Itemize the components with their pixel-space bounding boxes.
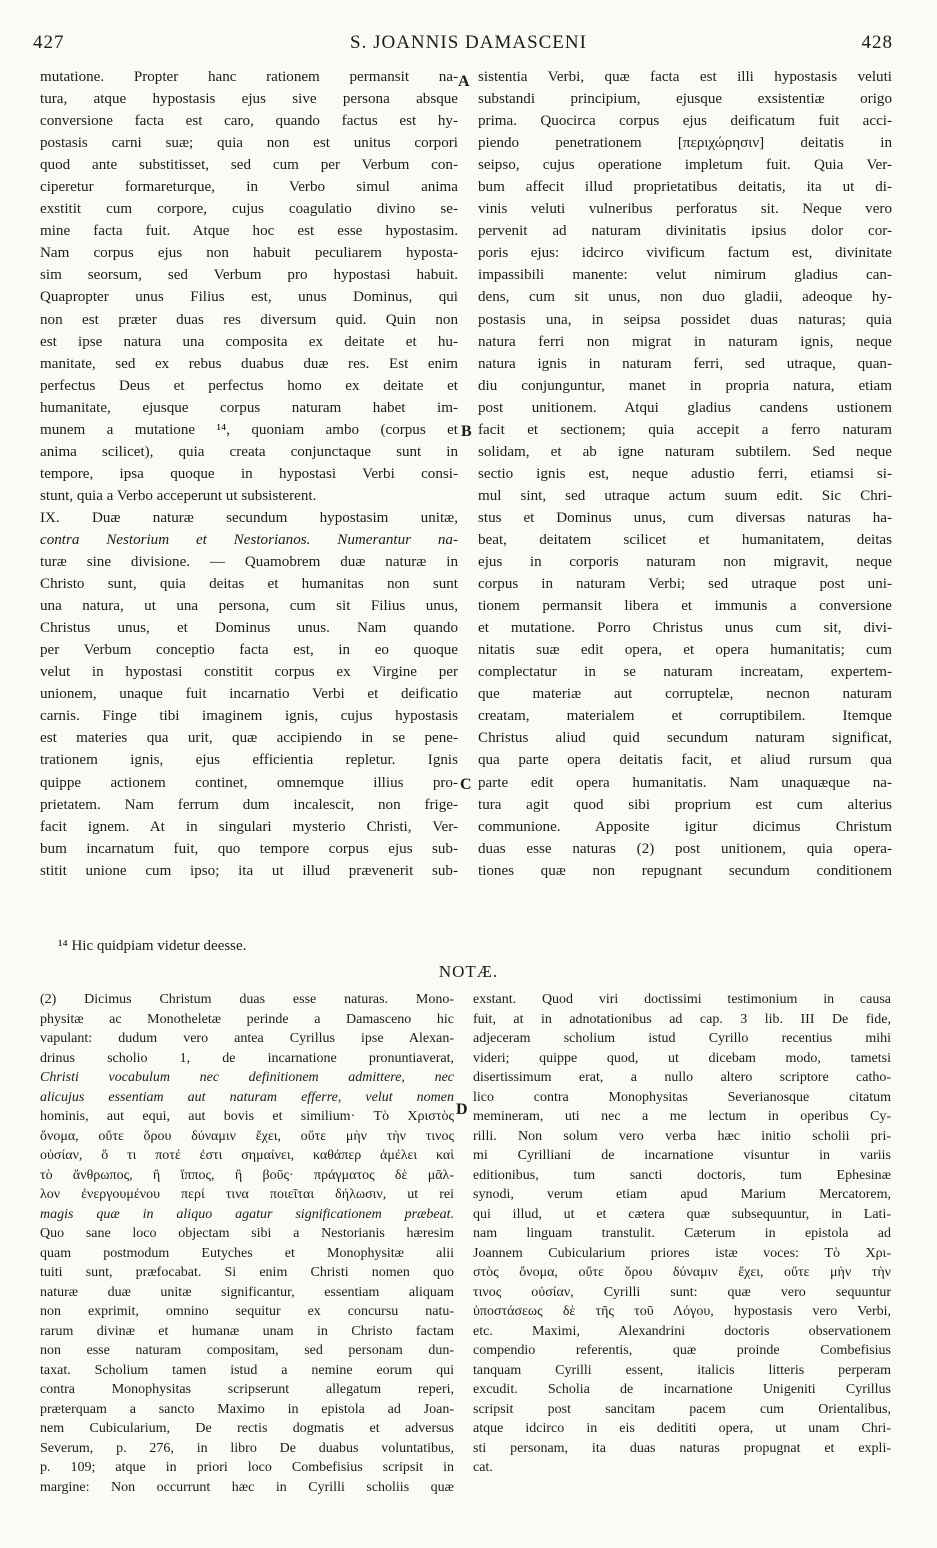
notes-heading: NOTÆ. (438, 962, 499, 981)
text-line: quod ante substitisset, sed cum per Verbum con- (40, 157, 458, 174)
text-line: prima. Quocirca corpus ejus deificatum fuit acci- (478, 113, 892, 130)
text-line: substandi principium, ejusque exsistentiæ origo (478, 91, 892, 108)
text-line: sti personam, ita duas naturas propugnat et expli- (473, 1440, 891, 1456)
text-line: physitæ ac Monotheletæ perinde a Damasceno hic (40, 1011, 454, 1027)
text-line: exstitit cum corpore, cujus coagulatio divino se- (40, 201, 458, 218)
text-line: taxat. Scholium tamen istud a nemine eorum qui (40, 1362, 454, 1378)
text-line: per Verbum conceptio facta est, in eo quoque (40, 642, 458, 659)
text-line: bum affecit illud proprietatibus deitatis, ita ut di- (478, 179, 892, 196)
text-line: editionibus, tum sancti doctoris, tum Ephesinæ (473, 1167, 891, 1183)
text-line: creatam, materialem et corruptibilem. Itemque (478, 708, 892, 725)
text-line: velut in hypostasi constitit corpus ex Virgine per (40, 664, 458, 681)
text-line: ὑποστάσεως δὲ τῆς τοῦ Λόγου, hypostasis vero Verbi, (473, 1304, 891, 1319)
text-line: corpus in naturam Verbi; sed utraque post uni- (478, 576, 892, 593)
text-line: contra Nestorium et Nestorianos. Numerantur na- (40, 531, 458, 548)
text-line: que materiæ aut corruptelæ, necnon naturam (478, 686, 892, 703)
text-line: natura ferri non migrat in naturam ignis, neque (478, 333, 892, 350)
text-line: humanitate, ejusque corpus naturam habet im- (40, 399, 458, 416)
text-line: sistentia Verbi, quæ facta est illi hypostasis veluti (478, 69, 892, 85)
text-line: στὸς ὄνομα, οὔτε ὅρου δύναμιν ἔχει, οὔτε μὴν τὴν (473, 1265, 891, 1280)
text-line: impassibili manente: velut nimirum gladius can- (478, 267, 892, 284)
text-line: manitate, sed ex rebus duabus duæ res. Est enim (40, 355, 458, 372)
text-line: tionem permansit libera et immunis a conversione (478, 598, 892, 615)
page-number-right: 428 (861, 32, 893, 53)
text-line: p. 109; atque in priori loco Combefisius scripsit in (40, 1460, 454, 1475)
text-line: communione. Apposite igitur dicimus Christum (478, 818, 892, 835)
text-line: Nam corpus ejus non habuit peculiarem hyposta- (40, 245, 458, 262)
text-line: sectio ignis est, neque adustio ferri, etiamsi si- (478, 465, 892, 482)
text-line: diu conjunguntur, manet in propria natura, etiam (478, 377, 892, 394)
text-line: carnis. Finge tibi imaginem ignis, cujus hypostasis (40, 708, 458, 725)
text-line: Christo sunt, quia deitas et humanitas non sunt (40, 576, 458, 593)
text-line: naturæ duæ unitæ significantur, essentiam aliquam (40, 1284, 454, 1300)
text-line: et mutatione. Porro Christus unus cum sit, divi- (478, 620, 892, 637)
text-line: rarum divinæ et humanæ unam in Christo factam (40, 1323, 454, 1339)
running-title: S. JOANNIS DAMASCENI (350, 32, 587, 53)
text-line: facit et sectionem; quia accepit a ferro naturam (478, 421, 892, 438)
text-line: Quapropter unus Filius est, unus Dominus, qui (40, 289, 458, 306)
margin-marker-a: A (458, 73, 470, 90)
text-line: post unitionem. Atqui gladius candens ustionem (478, 399, 892, 416)
text-line: qui illud, ut et cætera quæ subsequuntur, in Lati- (473, 1206, 891, 1222)
text-line: conversione facta est caro, quando factus est hy- (40, 113, 458, 130)
text-line: λον ἐνεργουμένου περί τινα ποιεῖται δήλωσιν, ut rei (40, 1187, 454, 1202)
text-line: facit ignem. At in singulari mysterio Christi, Ver- (40, 818, 458, 835)
text-line: piendo penetrationem [περιχώρησιν] deitatis in (478, 135, 892, 152)
text-line: Severum, p. 276, in libro De duabus voluntatibus, (40, 1440, 454, 1456)
text-line: exstant. Quod viri doctissimi testimonium in causa (473, 992, 891, 1007)
text-line: compendio referentis, quæ proinde Combefisius (473, 1343, 891, 1358)
text-line: adjeceram scholium istud Cyrillo recentius mihi (473, 1031, 891, 1046)
text-line: complectatur in se naturam increatam, expertem- (478, 664, 892, 681)
text-line: vinis veluti vulneribus perforatus sit. Neque vero (478, 201, 892, 218)
text-line: tiones quæ non repugnant secundum conditionem (478, 862, 892, 879)
text-line: poris ejus: idcirco vivificum factum est, divinitate (478, 245, 892, 262)
text-line: pervenit ad naturam divinitatis ipsius dolor cor- (478, 223, 892, 240)
text-line: parte edit opera humanitatis. Nam unaquæque na- (478, 774, 892, 791)
footnote: ¹⁴ Hic quidpiam videtur deesse. (58, 938, 247, 954)
text-line: nem Cubicularium, De rectis dogmatis et adversus (40, 1421, 454, 1436)
left-text-column (40, 66, 458, 882)
text-line: tuiti sunt, præfocabat. Si enim Christi nomen quo (40, 1265, 454, 1280)
text-line: bum incarnatum fuit, quo tempore corpus ejus sub- (40, 840, 458, 857)
text-line: præterquam a sancto Maximo in epistola ad Joan- (40, 1401, 454, 1417)
text-line: οὐσίαν, ὅ τι ποτέ ἐστι σημαίνει, καθάπερ ἀμέλει καὶ (40, 1148, 454, 1163)
text-line: stus et Dominus unus, cum diversas naturas ha- (478, 509, 892, 526)
text-line: quam postmodum Eutyches et Monophysitæ alii (40, 1245, 454, 1261)
page-number-left: 427 (33, 32, 65, 53)
text-line: dens, cum sit unus, non duo gladii, adeoque hy- (478, 289, 892, 306)
margin-marker-c: C (460, 776, 472, 793)
margin-marker-b: B (461, 423, 472, 440)
text-line: turæ sine divisione. — Quamobrem duæ naturæ in (40, 554, 458, 571)
margin-marker-d: D (456, 1101, 468, 1118)
text-line: solidam, et ab igne naturam subtilem. Sed neque (478, 443, 892, 460)
text-line: non esse naturam compositam, sed personam dun- (40, 1343, 454, 1358)
page-header (0, 30, 937, 64)
text-line: est materies qua urit, quæ accipiendo in se pene- (40, 730, 458, 747)
text-line: quippe actionem continet, omnemque illius pro- (40, 774, 458, 791)
text-line: duas esse naturas (2) post unitionem, quia opera- (478, 840, 892, 857)
text-line: Christus unus, et Dominus unus. Nam quando (40, 620, 458, 637)
text-line: ciperetur formareturque, in Verbo simul anima (40, 179, 458, 196)
text-line: ejus in corporis naturam non migravit, neque (478, 554, 892, 571)
text-line: mine facta fuit. Atque hoc est esse hypostasim. (40, 223, 458, 240)
text-line: nitatis suæ edit opera, et opera humanitatis; cum (478, 642, 892, 659)
text-line: Quo sane loco objectam sibi a Nestorianis hæresim (40, 1226, 454, 1241)
text-line: perfectus Deus et perfectus homo ex deitate et (40, 377, 458, 394)
text-line: margine: Non occurrunt hæc in Cyrilli scholiis quæ (40, 1479, 454, 1495)
text-line: tura, atque hypostasis ejus sive persona absque (40, 91, 458, 108)
text-line: sim seorsum, sed Verbum pro hypostasi habuit. (40, 267, 458, 284)
text-line: τινος οὐσίαν, Cyrilli sunt: quæ vero sequuntur (473, 1284, 891, 1300)
text-line: contra Monophysitas scripserunt allegatum reperi, (40, 1382, 454, 1397)
text-line: disertissimum erat, a nullo altero scriptore catho- (473, 1070, 891, 1085)
text-line: Christus aliud quid secundum naturam significat, (478, 730, 892, 747)
text-line: videri; quippe quod, ut dicebam modo, tametsi (473, 1050, 891, 1066)
text-line: seipso, cujus operatione impletum fuit. Quia Ver- (478, 157, 892, 174)
text-line: Christi vocabulum nec definitionem admittere, nec (40, 1070, 454, 1085)
text-line: synodi, verum etiam apud Marium Mercatorem, (473, 1187, 891, 1202)
text-line: trationem ignis, ejus efficientia repletur. Ignis (40, 752, 458, 769)
text-line: tempore, ipsa quoque in hypostasi Verbi consi- (40, 465, 458, 482)
text-line: stitit unione cum ipso; ita ut illud prævenerit sub- (40, 862, 458, 879)
text-line: mul sint, sed utraque actum suum edit. Sic Chri- (478, 487, 892, 504)
text-line: tanquam Cyrilli essent, italicis litteris perperam (473, 1362, 891, 1378)
text-line: vapulant: dudum vero antea Cyrillus ipse Alexan- (40, 1031, 454, 1046)
text-line: stunt, quia a Verbo acceperunt ut subsisterent. (40, 487, 317, 504)
text-line: alicujus essentiam aut naturam efferre, velut nomen (40, 1089, 454, 1105)
text-line: scripsit post sancitam pacem cum Orientalibus, (473, 1401, 891, 1417)
text-line: postasis carni suæ; quia non est unitus corpori (40, 135, 458, 152)
text-line: ὄνομα, οὔτε ὅρου δύναμιν ἔχει, οὔτε μὴν τὴν τινος (40, 1128, 454, 1144)
text-line: (2) Dicimus Christum duas esse naturas. Mono- (40, 992, 454, 1007)
text-line: excudit. Scholia de incarnatione Unigeniti Cyrillus (473, 1382, 891, 1397)
text-line: beat, deitatem scilicet et humanitatem, deitas (478, 531, 892, 548)
text-line: memineram, uti nec a me lectum in operibus Cy- (473, 1109, 891, 1124)
text-line: postasis una, in seipsa possidet duas naturas; quia (478, 311, 892, 328)
text-line: cat. (473, 1460, 493, 1475)
right-text-column (478, 66, 892, 882)
text-line: non est præter duas res diversum quid. Quin non (40, 311, 458, 328)
text-line: drinus scholio 1, de incarnatione pronuntiaverat, (40, 1050, 454, 1066)
text-line: atque idcirco in eis dedititi opera, ut unam Chri- (473, 1421, 891, 1436)
text-line: munem a mutatione ¹⁴, quoniam ambo (corpus et (40, 421, 458, 438)
text-line: mutatione. Propter hanc rationem permansit na- (40, 69, 458, 85)
text-line: fuit, at in adnotationibus ad cap. 3 lib. III De fide, (473, 1011, 891, 1027)
text-line: anima scilicet), quia creata conjunctaque sunt in (40, 443, 458, 460)
text-line: rilli. Non solum vero verba hæc initio scholii pri- (473, 1128, 891, 1144)
text-line: non exprimit, omnino sequitur ex concursu natu- (40, 1304, 454, 1319)
text-line: mi Cyrilliani de incarnatione visuntur in variis (473, 1148, 891, 1163)
text-line: etc. Maximi, Alexandrini doctoris observationem (473, 1323, 891, 1339)
text-line: IX. Duæ naturæ secundum hypostasim unitæ, (40, 509, 458, 526)
text-line: unionem, unaque fuit incarnatio Verbi et deificatio (40, 686, 458, 703)
notes-right-column (473, 990, 891, 1478)
text-line: nam linguam transtulit. Cæterum in epistola ad (473, 1226, 891, 1241)
text-line: lico contra Monophysitas Severianosque citatum (473, 1089, 891, 1105)
text-line: hominis, aut equi, aut bovis et similium· Τὸ Χριστὸς (40, 1109, 454, 1124)
text-line: Joannem Cubicularium priores istæ voces: Τὸ Χρι- (473, 1245, 891, 1261)
text-line: est ipse natura una composita ex deitate et hu- (40, 333, 458, 350)
notes-left-column (40, 990, 454, 1497)
text-line: prietatem. Nam ferrum dum incalescit, non frige- (40, 796, 458, 813)
text-line: natura ignis in naturam ferri, sed utraque, quan- (478, 355, 892, 372)
text-line: qua parte opera deitatis facit, et aliud rursum qua (478, 752, 892, 769)
text-line: tura agit quod sibi proprium est cum alterius (478, 796, 892, 813)
text-line: magis quæ in aliquo agatur significationem præbeat. (40, 1206, 454, 1222)
text-line: τὸ ἄνθρωπος, ἢ ἵππος, ἢ βοῦς· πράγματος δὲ μᾶλ- (40, 1167, 454, 1183)
text-line: una natura, ut una persona, cum sit Filius unus, (40, 598, 458, 615)
